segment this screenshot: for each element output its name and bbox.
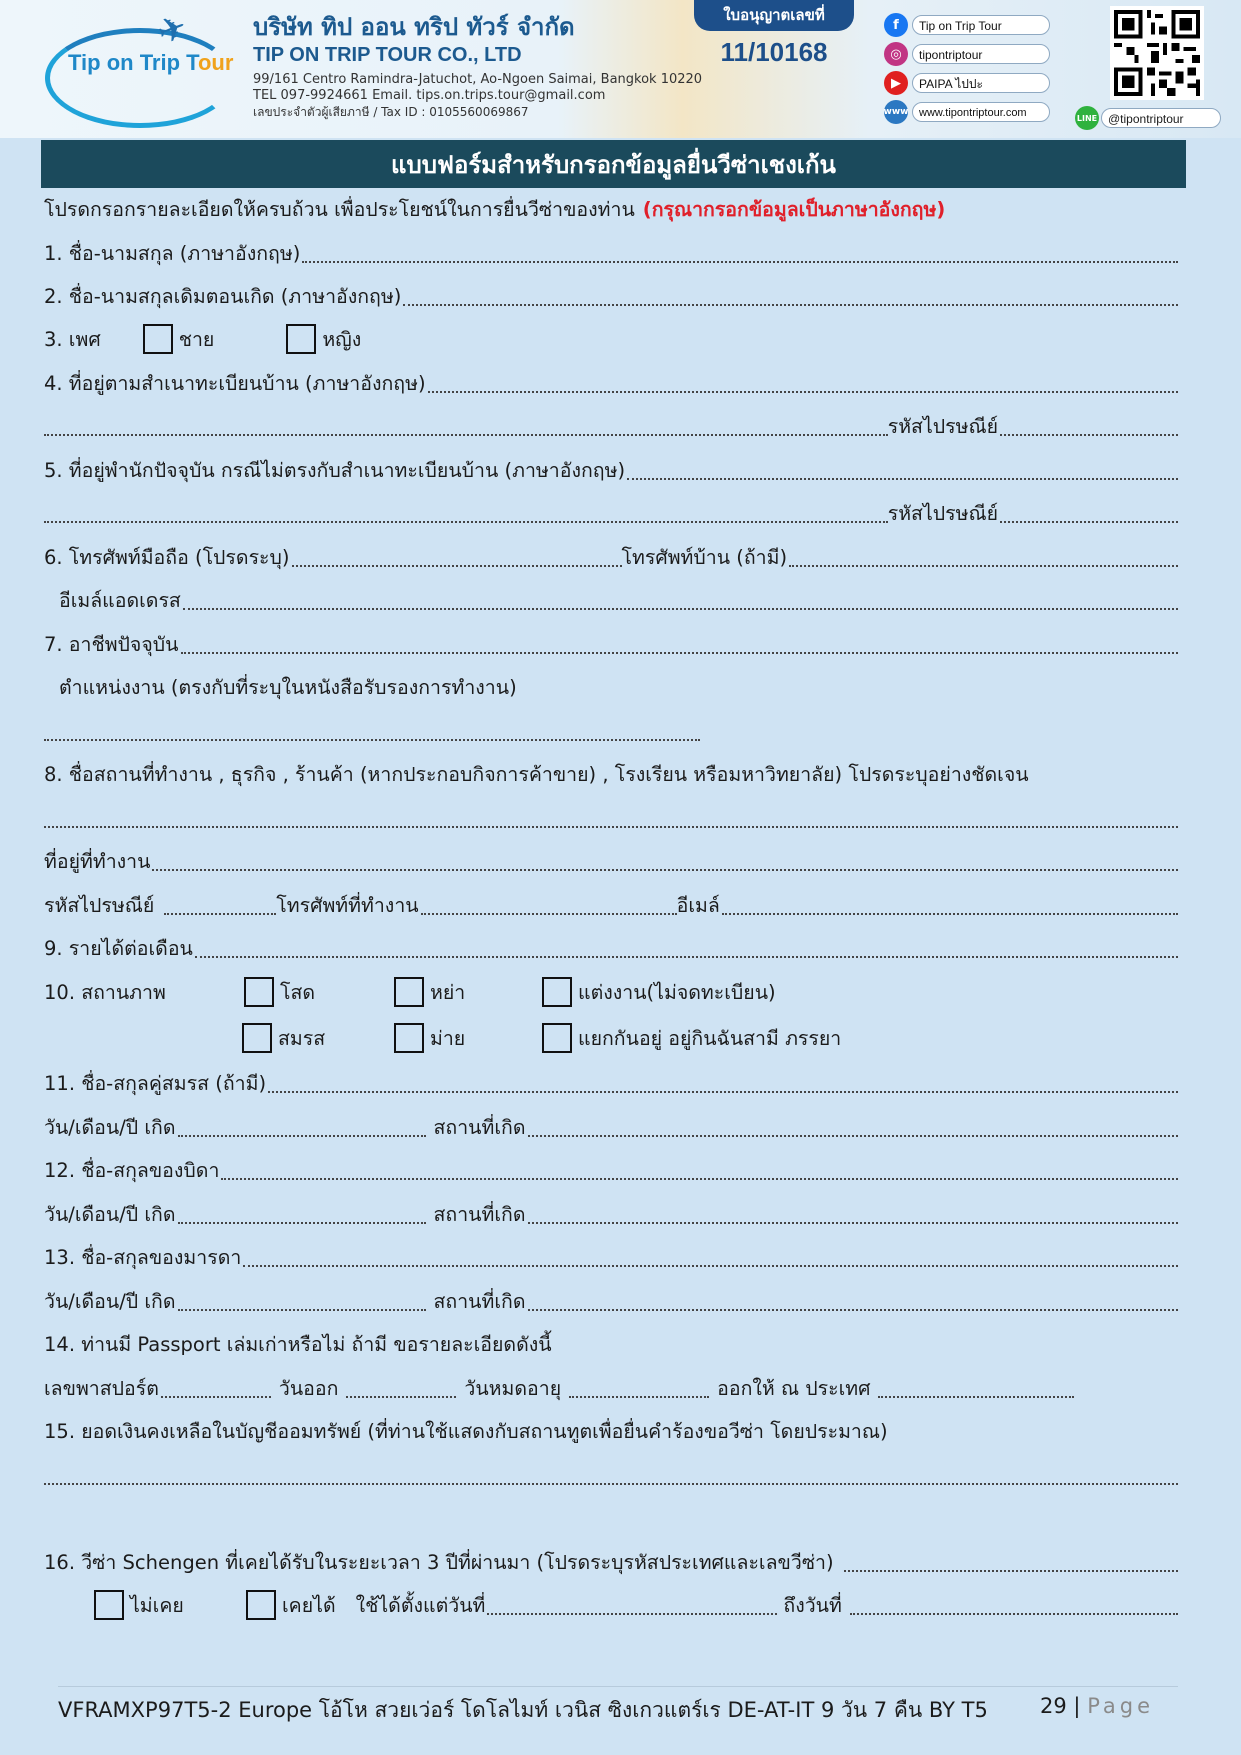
row-q8-field — [44, 802, 1178, 834]
social-youtube-label: PAIPA ไปปะ — [912, 73, 1050, 93]
company-name-english: TIP ON TRIP TOUR CO., LTD — [253, 44, 522, 66]
company-info — [253, 12, 702, 120]
father-dob-field[interactable] — [178, 1222, 426, 1224]
home-phone-field[interactable] — [789, 565, 1178, 567]
license-number: 11/10168 — [720, 37, 828, 67]
father-pob-label: สถานที่เกิด — [433, 1203, 526, 1226]
letterhead — [0, 0, 1241, 138]
q11-label: 11. ชื่อ-สกุลคู่สมรส (ถ้ามี) — [44, 1072, 267, 1095]
social-website-label: www.tipontriptour.com — [912, 102, 1050, 122]
row-q6-email — [44, 584, 1178, 616]
income-field[interactable] — [195, 956, 1178, 958]
row-q5-postcode — [44, 497, 1178, 529]
youtube-icon: ▶ — [884, 71, 908, 95]
company-address: 99/161 Centro Ramindra-Jatuchot, Ao-Ngoen Saimai, Bangkok 10220 — [253, 72, 703, 87]
row-q6 — [44, 541, 1178, 573]
never-checkbox[interactable] — [94, 1590, 124, 1620]
row-q4 — [44, 367, 1178, 399]
email-field[interactable] — [183, 608, 1178, 610]
q1-label: 1. ชื่อ-นามสกุล (ภาษาอังกฤษ) — [44, 242, 301, 265]
social-youtube[interactable] — [884, 70, 1050, 96]
row-q14 — [44, 1328, 1178, 1360]
work-address-label: ที่อยู่ที่ทำงาน — [44, 850, 151, 873]
q4-field-2[interactable] — [44, 434, 888, 436]
mother-dob-label: วัน/เดือน/ปี เกิด — [44, 1290, 176, 1313]
spouse-pob-label: สถานที่เกิด — [433, 1116, 526, 1139]
q16-label: 16. วีซ่า Schengen ที่เคยได้รับในระยะเวลา 3 ปีที่ผ่านมา (โปรดระบุรหัสประเทศและเลขวีซ่า) — [44, 1551, 834, 1574]
married-unregistered-checkbox[interactable] — [542, 977, 572, 1007]
license-label: ใบอนุญาตเลขที่ — [694, 0, 854, 31]
social-website[interactable] — [884, 99, 1050, 125]
row-q9 — [44, 932, 1178, 964]
row-q3 — [44, 323, 1178, 355]
qr-code — [1110, 6, 1204, 100]
q8-label: 8. ชื่อสถานที่ทำงาน , ธุรกิจ , ร้านค้า (หากประกอบกิจการค้าขาย) , โรงเรียน หรือมหาวิทยาลัย) โปรดระบุอย่างชัดเจน — [44, 763, 1029, 786]
position-label: ตำแหน่งงาน (ตรงกับที่ระบุในหนังสือรับรองการทำงาน) — [59, 676, 517, 699]
q3-label: 3. เพศ — [44, 327, 101, 351]
spouse-pob-field[interactable] — [528, 1135, 1179, 1137]
line-icon: LINE — [1075, 106, 1099, 130]
row-q7-position-field — [44, 715, 1178, 747]
footer-divider — [58, 1686, 1178, 1687]
page-word: Page — [1087, 1694, 1155, 1718]
spouse-dob-field[interactable] — [178, 1135, 426, 1137]
spouse-dob-label: วัน/เดือน/ปี เกิด — [44, 1116, 176, 1139]
issue-date-label: วันออก — [278, 1377, 339, 1400]
valid-to-field[interactable] — [850, 1613, 1178, 1615]
workplace-name-field[interactable] — [44, 826, 1178, 828]
father-dob-label: วัน/เดือน/ปี เกิด — [44, 1203, 176, 1226]
row-q7 — [44, 628, 1178, 660]
q4-postcode-field[interactable] — [1000, 434, 1178, 436]
logo-swoosh — [45, 28, 235, 128]
valid-from-label: ใช้ได้ตั้งแต่วันที่ — [355, 1593, 486, 1617]
expiry-date-label: วันหมดอายุ — [464, 1377, 562, 1400]
row-q12-birth — [44, 1198, 1178, 1230]
widowed-label: ม่าย — [430, 1026, 466, 1050]
q6-label: 6. โทรศัพท์มือถือ (โปรดระบุ) — [44, 546, 290, 569]
divorced-label: หย่า — [430, 980, 466, 1004]
passport-number-label: เลขพาสปอร์ต — [44, 1377, 159, 1400]
social-links — [884, 12, 1050, 128]
row-q14-details — [44, 1372, 1178, 1404]
company-contact: TEL 097-9924661 Email. tips.on.trips.tour@gmail.com — [253, 88, 606, 103]
q4-label: 4. ที่อยู่ตามสำเนาทะเบียนบ้าน (ภาษาอังกฤษ) — [44, 372, 426, 395]
logo-text-a: Tip on Trip T — [68, 50, 198, 75]
single-checkbox[interactable] — [244, 977, 274, 1007]
occupation-field[interactable] — [181, 652, 1179, 654]
page-number: 29 — [1040, 1694, 1067, 1718]
widowed-checkbox[interactable] — [394, 1023, 424, 1053]
q5-label: 5. ที่อยู่พำนักปัจจุบัน กรณีไม่ตรงกับสำเนาทะเบียนบ้าน (ภาษาอังกฤษ) — [44, 459, 626, 482]
social-facebook[interactable] — [884, 12, 1050, 38]
issuing-country-label: ออกให้ ณ ประเทศ — [717, 1377, 871, 1400]
row-q10-b — [44, 1022, 1178, 1054]
father-pob-field[interactable] — [528, 1222, 1179, 1224]
q9-label: 9. รายได้ต่อเดือน — [44, 937, 193, 960]
work-address-field[interactable] — [152, 869, 1178, 871]
father-name-field[interactable] — [221, 1178, 1178, 1180]
work-phone-label: โทรศัพท์ที่ทำงาน — [276, 894, 419, 917]
savings-balance-field[interactable] — [44, 1483, 1178, 1485]
row-q16 — [44, 1546, 1178, 1578]
married-checkbox[interactable] — [242, 1023, 272, 1053]
married-unregistered-label: แต่งงาน(ไม่จดทะเบียน) — [578, 980, 776, 1004]
page-footer — [1040, 1694, 1154, 1718]
page-separator: | — [1073, 1694, 1081, 1718]
intro-text: โปรดกรอกรายละเอียดให้ครบถ้วน เพื่อประโยชน์ในการยื่นวีซ่าของท่าน — [44, 198, 635, 221]
form-title: แบบฟอร์มสำหรับกรอกข้อมูลยื่นวีซ่าเชงเก้น — [41, 140, 1186, 188]
row-q12 — [44, 1154, 1178, 1186]
valid-from-field[interactable] — [487, 1613, 777, 1615]
q13-label: 13. ชื่อ-สกุลของมารดา — [44, 1246, 242, 1269]
expiry-date-field[interactable] — [569, 1396, 709, 1398]
social-facebook-label: Tip on Trip Tour — [912, 15, 1050, 35]
female-label: หญิง — [322, 327, 362, 351]
schengen-visa-field[interactable] — [844, 1570, 1178, 1572]
facebook-icon: f — [884, 13, 908, 37]
social-line[interactable] — [1075, 106, 1221, 130]
home-phone-label: โทรศัพท์บ้าน (ถ้ามี) — [621, 546, 788, 569]
q5-field-2[interactable] — [44, 521, 888, 523]
q4-postcode-label: รหัสไปรษณีย์ — [887, 415, 998, 438]
qr-code-icon — [1114, 10, 1200, 96]
work-email-field[interactable] — [722, 913, 1178, 915]
q12-label: 12. ชื่อ-สกุลของบิดา — [44, 1159, 220, 1182]
row-q13-birth — [44, 1285, 1178, 1317]
logo-text — [68, 50, 233, 76]
q14-label: 14. ท่านมี Passport เล่มเก่าหรือไม่ ถ้ามี ขอรายละเอียดดังนี้ — [44, 1333, 552, 1356]
work-phone-field[interactable] — [421, 913, 677, 915]
airplane-icon: ✈ — [152, 6, 193, 54]
row-q8-contact — [44, 889, 1178, 921]
male-checkbox[interactable] — [143, 324, 173, 354]
footer-program-code: VFRAMXP97T5-2 Europe โอ้โห สวยเว่อร์ โดโลไมท์ เวนิส ซิงเกวแตร์เร DE-AT-IT 9 วัน 7 คืน BY T5 — [58, 1698, 988, 1722]
passport-number-field[interactable] — [161, 1396, 271, 1398]
issue-date-field[interactable] — [346, 1396, 456, 1398]
social-instagram-label: tipontriptour — [912, 44, 1050, 64]
had-visa-checkbox[interactable] — [246, 1590, 276, 1620]
mobile-phone-field[interactable] — [292, 565, 622, 567]
male-label: ชาย — [178, 327, 215, 351]
row-q7-position — [44, 671, 1178, 703]
row-q15 — [44, 1415, 1178, 1447]
single-label: โสด — [280, 980, 316, 1004]
row-q5 — [44, 454, 1178, 486]
row-q16-options — [44, 1589, 1178, 1621]
form-intro — [44, 193, 1178, 225]
instagram-icon: ◎ — [884, 42, 908, 66]
row-q1 — [44, 237, 1178, 269]
license-badge — [694, 0, 854, 68]
separated-checkbox[interactable] — [542, 1023, 572, 1053]
social-line-label: @tipontriptour — [1101, 108, 1221, 128]
q5-postcode-field[interactable] — [1000, 521, 1178, 523]
issuing-country-field[interactable] — [878, 1396, 1074, 1398]
mother-pob-label: สถานที่เกิด — [433, 1290, 526, 1313]
separated-label: แยกกันอยู่ อยู่กินฉันสามี ภรรยา — [578, 1026, 842, 1050]
mother-name-field[interactable] — [243, 1265, 1178, 1267]
mother-dob-field[interactable] — [178, 1309, 426, 1311]
q2-field[interactable] — [403, 304, 1178, 306]
work-postcode-label: รหัสไปรษณีย์ — [44, 894, 155, 917]
position-field[interactable] — [44, 739, 700, 741]
q4-field[interactable] — [428, 391, 1178, 393]
mother-pob-field[interactable] — [528, 1309, 1179, 1311]
row-q8 — [44, 758, 1178, 790]
row-q4-postcode — [44, 410, 1178, 442]
row-q15-field — [44, 1459, 1178, 1491]
married-label: สมรส — [278, 1026, 326, 1050]
row-q10 — [44, 976, 1178, 1008]
q2-label: 2. ชื่อ-นามสกุลเดิมตอนเกิด (ภาษาอังกฤษ) — [44, 285, 402, 308]
row-q11-birth — [44, 1111, 1178, 1143]
email-label: อีเมล์แอดเดรส — [59, 589, 181, 612]
work-email-label: อีเมล์ — [676, 894, 720, 917]
q5-field[interactable] — [627, 478, 1178, 480]
spouse-name-field[interactable] — [268, 1091, 1178, 1093]
never-label: ไม่เคย — [130, 1593, 184, 1617]
company-tax-id: เลขประจำตัวผู้เสียภาษี / Tax ID : 0105560069867 — [253, 105, 529, 119]
company-logo — [40, 6, 234, 122]
row-q2 — [44, 280, 1178, 312]
valid-to-label: ถึงวันที่ — [783, 1593, 842, 1617]
intro-warning: (กรุณากรอกข้อมูลเป็นภาษาอังกฤษ) — [642, 198, 946, 221]
row-q8-address — [44, 845, 1178, 877]
company-name-thai: บริษัท ทิป ออน ทริป ทัวร์ จำกัด — [253, 13, 575, 41]
q1-field[interactable] — [302, 261, 1178, 263]
q15-label: 15. ยอดเงินคงเหลือในบัญชีออมทรัพย์ (ที่ท่านใช้แสดงกับสถานทูตเพื่อยื่นคำร้องขอวีซ่า โดยประมาณ) — [44, 1420, 888, 1443]
row-q13 — [44, 1241, 1178, 1273]
divorced-checkbox[interactable] — [394, 977, 424, 1007]
work-postcode-field[interactable] — [164, 913, 276, 915]
q7-label: 7. อาชีพปัจจุบัน — [44, 633, 179, 656]
www-icon: www — [884, 100, 908, 124]
female-checkbox[interactable] — [286, 324, 316, 354]
q10-label: 10. สถานภาพ — [44, 980, 166, 1004]
had-visa-label: เคยได้ — [282, 1593, 336, 1617]
q5-postcode-label: รหัสไปรษณีย์ — [887, 502, 998, 525]
row-q11 — [44, 1067, 1178, 1099]
logo-text-b: our — [197, 50, 234, 75]
social-instagram[interactable] — [884, 41, 1050, 67]
